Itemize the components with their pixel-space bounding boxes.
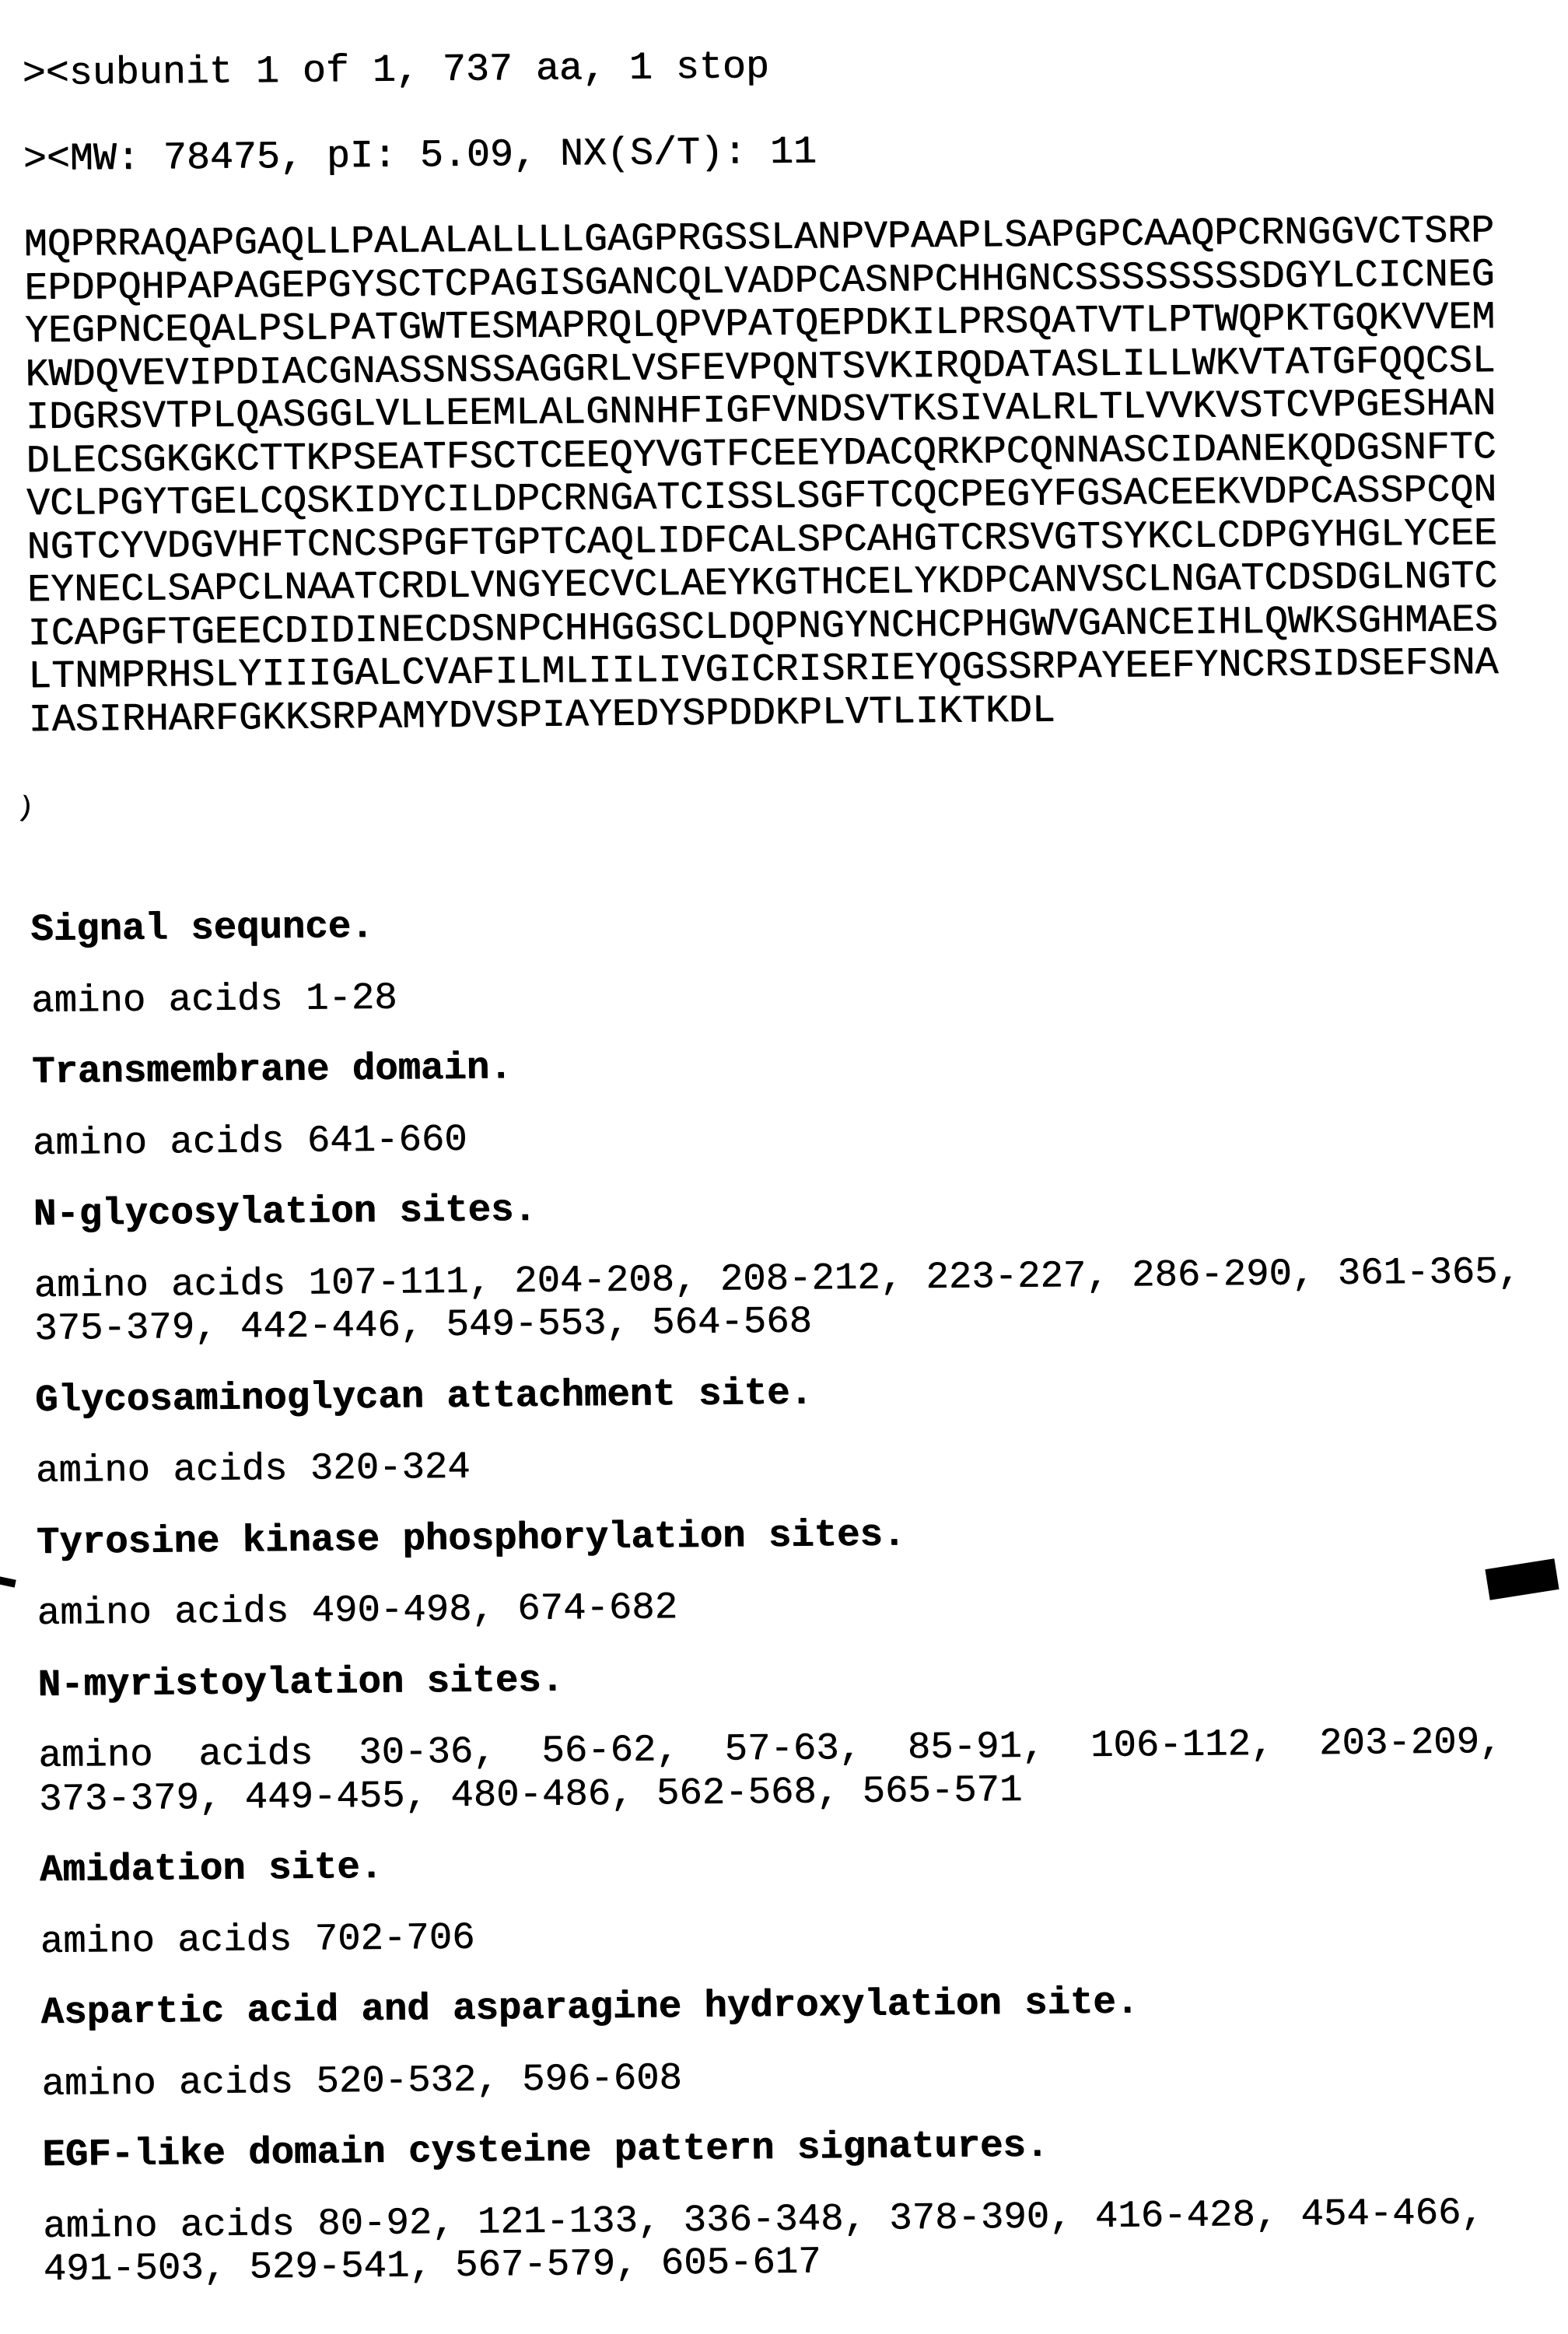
annotation-section — [39, 1807, 1565, 1964]
annotation-amino-acids-line: amino acids 1-28 — [30, 976, 397, 1023]
annotation-amino-acids-line: 375-379, 442-446, 549-553, 564-568 — [33, 1299, 813, 1351]
mw-pi-header-line: ><MW: 78475, pI: 5.09, NX(S/T): 11 — [23, 130, 817, 183]
sequence-line: IDGRSVTPLQASGGLVLLEEMLALGNNHFIGFVNDSVTKSIVALRLTLVVKVSTCVPGESHAN — [25, 381, 1496, 441]
sequence-line: IASIRHARFGKKSRPAMYDVSPIAYEDYSPDDKPLVTLIKTKDL — [28, 688, 1056, 743]
annotation-amino-acids-line: amino acids 80-92, 121-133, 336-348, 378-390, 416-428, 454-466, — [42, 2190, 1484, 2248]
scan-edge-artifact-bottom-left — [0, 1575, 16, 1587]
sequence-line: VCLPGYTGELCQSKIDYCILDPCRNGATCISSLSGFTCQCPEGYFGSACEEKVDPCASSPCQN — [26, 468, 1497, 527]
annotation-amino-acids-line: 491-503, 529-541, 567-579, 605-617 — [43, 2240, 821, 2291]
annotation-section — [31, 1008, 1557, 1165]
sequence-line: EYNECLSAPCLNAATCRDLVNGYECVCLAEYKGTHCELYKDPCANVSCLNGATCDSDGLNGTC — [26, 554, 1498, 614]
sequence-line: YEGPNCEQALPSLPATGWTESMAPRQLQPVPATQEPDKILPRSQATVTLPTWQPKTGQKVVEM — [24, 295, 1496, 355]
sequence-line: KWDQVEVIPDIACGNASSNSSAGGRLVSFEVPQNTSVKIRQDATASLILLWKVTATGFQQCSL — [25, 338, 1496, 398]
annotation-section-title: N-myristoylation sites. — [37, 1658, 565, 1707]
annotation-section — [37, 1621, 1563, 1821]
annotation-amino-acids-line: 373-379, 449-455, 480-486, 562-568, 565-571 — [38, 1768, 1023, 1821]
annotation-section-title: Glycosaminoglycan attachment site. — [34, 1370, 814, 1422]
annotation-amino-acids-line: amino acids 107-111, 204-208, 208-212, 223-227, 286-290, 361-365, — [33, 1249, 1521, 1308]
annotation-amino-acids-line: amino acids 490-498, 674-682 — [37, 1586, 678, 1636]
feature-annotations-list — [30, 866, 1568, 2291]
sequence-line: LTNMPRHSLYIIIGALCVAFILMLIILIVGICRISRIEYQGSSRPAYEEFYNCRSIDSEFSNA — [27, 640, 1499, 700]
annotation-amino-acids-line: amino acids 520-532, 596-608 — [41, 2055, 683, 2106]
annotation-section — [42, 2091, 1568, 2291]
annotation-section-title: Transmembrane domain. — [31, 1046, 513, 1095]
stray-scan-mark: ) — [15, 790, 36, 825]
annotation-amino-acids-line: amino acids 702-706 — [40, 1915, 475, 1964]
sequence-line: NGTCYVDGVHFTCNCSPGFTGPTCAQLIDFCALSPCAHGTCRSVGTSYKCLCDPGYHGLYCEE — [26, 511, 1498, 570]
annotation-section-title: N-glycosylation sites. — [33, 1187, 537, 1237]
stray-mark-row — [15, 769, 1554, 839]
sequence-line: ICAPGFTGEECDIDINECDSNPCHHGGSCLDQPNGYNCHCPHGWVGANCEIHLQWKSGHMAES — [27, 598, 1499, 657]
annotation-section-title: EGF-like domain cysteine pattern signatures. — [42, 2123, 1049, 2177]
annotation-section-title: Amidation site. — [39, 1845, 383, 1892]
sequence-line: MQPRRAQAPGAQLLPALALALLLLGAGPRGSSLANPVPAAPLSAPGPCAAQPCRNGGVCTSRP — [23, 209, 1495, 268]
protein-sequence-block — [24, 209, 1553, 742]
annotation-section — [30, 866, 1556, 1023]
annotation-section-title: Aspartic acid and asparagine hydroxylation site. — [40, 1980, 1139, 2034]
annotation-section — [33, 1151, 1559, 1351]
annotation-section — [36, 1479, 1562, 1636]
annotation-section-title: Tyrosine kinase phosphorylation sites. — [36, 1512, 906, 1565]
annotation-amino-acids-line: amino acids 641-660 — [32, 1117, 467, 1165]
annotation-amino-acids-line: amino acids 30-36, 56-62, 57-63, 85-91, 106-112, 203-209, — [38, 1719, 1503, 1778]
annotation-amino-acids-line: amino acids 320-324 — [35, 1445, 471, 1494]
annotation-section — [40, 1949, 1566, 2106]
sequence-line: EPDPQHPAPAGEPGYSCTCPAGISGANCQLVADPCASNPCHHGNCSSSSSSSSDGYLCICNEG — [24, 252, 1495, 311]
scanned-text-content — [15, 0, 1568, 2333]
sequence-line: DLECSGKGKCTTKPSEATFSCTCEEQYVGTFCEEYDACQRKPCQNNASCIDANEKQDGSNFTC — [26, 425, 1496, 484]
annotation-section — [34, 1337, 1560, 1494]
annotation-section-title: Signal sequnce. — [30, 904, 374, 952]
subunit-header-line: ><subunit 1 of 1, 737 aa, 1 stop — [22, 44, 770, 97]
